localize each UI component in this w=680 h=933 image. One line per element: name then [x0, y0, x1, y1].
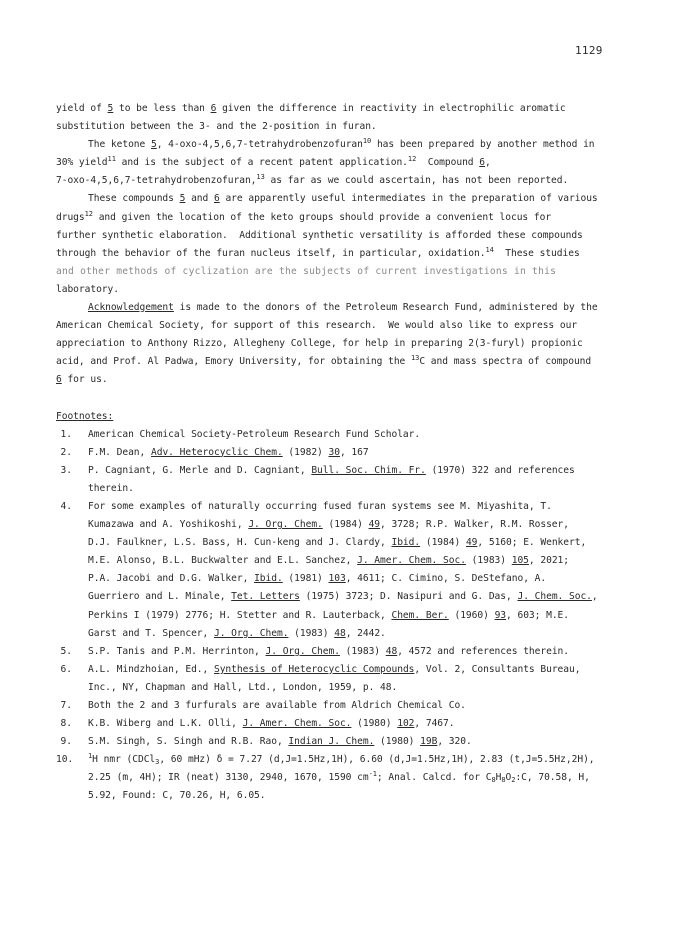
footnote-7: 7. Both the 2 and 3 furfurals are available from Aldrich Chemical Co. [60, 700, 466, 711]
paragraph [56, 100, 626, 136]
text-line: These compounds 5 and 6 are apparently useful intermediates in the preparation of various [88, 193, 598, 205]
text-line: appreciation to Anthony Rizzo, Allegheny College, for help in preparing 2(3-furyl) propionic [56, 338, 583, 350]
footnote-4-cont: Kumazawa and A. Yoshikoshi, J. Org. Chem. (1984) 49, 3728; R.P. Walker, R.M. Rosser, [88, 519, 569, 531]
text-line: drugs$^{12}$ and given the location of the keto groups should provide a convenient locus for [56, 209, 552, 223]
body-text [56, 100, 626, 806]
footnote-5: 5. S.P. Tanis and P.M. Herrinton, J. Org. Chem. (1983) 48, 4572 and references therein. [60, 645, 569, 657]
footnote-4-cont: Perkins I (1979) 2776; H. Stetter and R. Lauterback, Chem. Ber. (1960) 93, 603; M.E. [88, 609, 570, 621]
footnote-6: 6. A.L. Mindzhoian, Ed., Synthesis of Heterocyclic Compounds, Vol. 2, Consultants Bureau, [60, 663, 581, 675]
text-line: yield of 5 to be less than 6 given the difference in reactivity in electrophilic aromatic [56, 103, 566, 114]
acknowledgement [56, 299, 626, 389]
footnote-8: 8. K.B. Wiberg and L.K. Olli, J. Amer. Chem. Soc. (1980) 102, 7467. [60, 718, 455, 730]
footnotes-list [56, 426, 626, 806]
footnote-6-cont: Inc., NY, Chapman and Hall, Ltd., London, 1959, p. 48. [88, 681, 398, 693]
text-line: through the behavior of the furan nucleus itself, in particular, oxidation.$^{14}$ These studies [56, 245, 580, 259]
text-line: laboratory. [56, 283, 119, 295]
footnote-10-cont: 2.25 (m, 4H); IR (neat) 3130, 2940, 1670, 1590 $cm^{-1}$; Anal. Calcd. for $C_8H_8O_2:C$, 70.58, H, [88, 770, 590, 785]
footnote-3: 3. P. Cagniant, G. Merle and D. Cagniant, Bull. Soc. Chim. Fr. (1970) 322 and references [60, 464, 575, 476]
paragraph [56, 190, 626, 299]
footnote-4-cont: Guerriero and L. Minale, Tet. Letters (1975) 3723; D. Nasipuri and G. Das, J. Chem. Soc., [88, 591, 598, 603]
footnotes-header: Footnotes: [56, 410, 114, 422]
footnote-2: 2. F.M. Dean, Adv. Heterocyclic Chem. (1982) 30, 167 [60, 446, 369, 458]
text-line: acid, and Prof. Al Padwa, Emory University, for obtaining the $^{13}$C and mass spectra of compound [56, 354, 592, 368]
text-line: American Chemical Society, for support of this research. We would also like to express our [56, 320, 578, 332]
text-line: Acknowledgement is made to the donors of the Petroleum Research Fund, administered by the [88, 302, 598, 314]
text-line: 6 for us. [56, 374, 108, 386]
text-line: 30% yield$^{11}$ and is the subject of a recent patent application.$^{12}$ Compound 6, [56, 155, 491, 169]
footnote-10-cont: 5.92, Found: C, 70.26, H, 6.05. [88, 790, 266, 802]
footnote-4-cont: M.E. Alonso, B.L. Buckwalter and E.L. Sanchez, J. Amer. Chem. Soc. (1983) 105, 2021; [88, 555, 570, 567]
text-line: The ketone 5, 4-oxo-4,5,6,7-tetrahydrobenzofuran$^{10}$ has been prepared by another method in [88, 137, 595, 151]
text-line: 7-oxo-4,5,6,7-tetrahydrobenzofuran,$^{13}$ as far as we could ascertain, has not been reported. [56, 173, 569, 187]
text-line: substitution between the 3- and the 2-position in furan. [56, 121, 377, 133]
footnote-10: 10. $^1$H nmr (CDCl$_3$, 60 mHz) δ = 7.27 (d,J=1.5Hz,1H), 6.60 (d,J=1.5Hz,1H), 2.83 (t,J=5.5Hz,2H), [56, 752, 595, 767]
footnote-4-cont: Garst and T. Spencer, J. Org. Chem. (1983) 48, 2442. [88, 627, 386, 639]
footnote-3-cont: therein. [88, 482, 134, 494]
paragraph [56, 136, 626, 190]
footnote-9: 9. S.M. Singh, S. Singh and R.B. Rao, Indian J. Chem. (1980) 19B, 320. [60, 736, 472, 748]
footnote-4: 4. For some examples of naturally occurring fused furan systems see M. Miyashita, T. [60, 500, 552, 512]
page-number: 1129 [575, 44, 603, 57]
text-line: further synthetic elaboration. Additional synthetic versatility is afforded these compounds [56, 229, 583, 241]
text-line: and other methods of cyclization are the subjects of current investigations in this [56, 265, 557, 277]
footnote-1: 1. American Chemical Society-Petroleum Research Fund Scholar. [60, 428, 421, 440]
footnote-4-cont: P.A. Jacobi and D.G. Walker, Ibid. (1981) 103, 4611; C. Cimino, S. DeStefano, A. [88, 573, 547, 585]
footnote-4-cont: D.J. Faulkner, L.S. Bass, H. Cun-keng and J. Clardy, Ibid. (1984) 49, 5160; E. Wenkert, [88, 537, 587, 549]
